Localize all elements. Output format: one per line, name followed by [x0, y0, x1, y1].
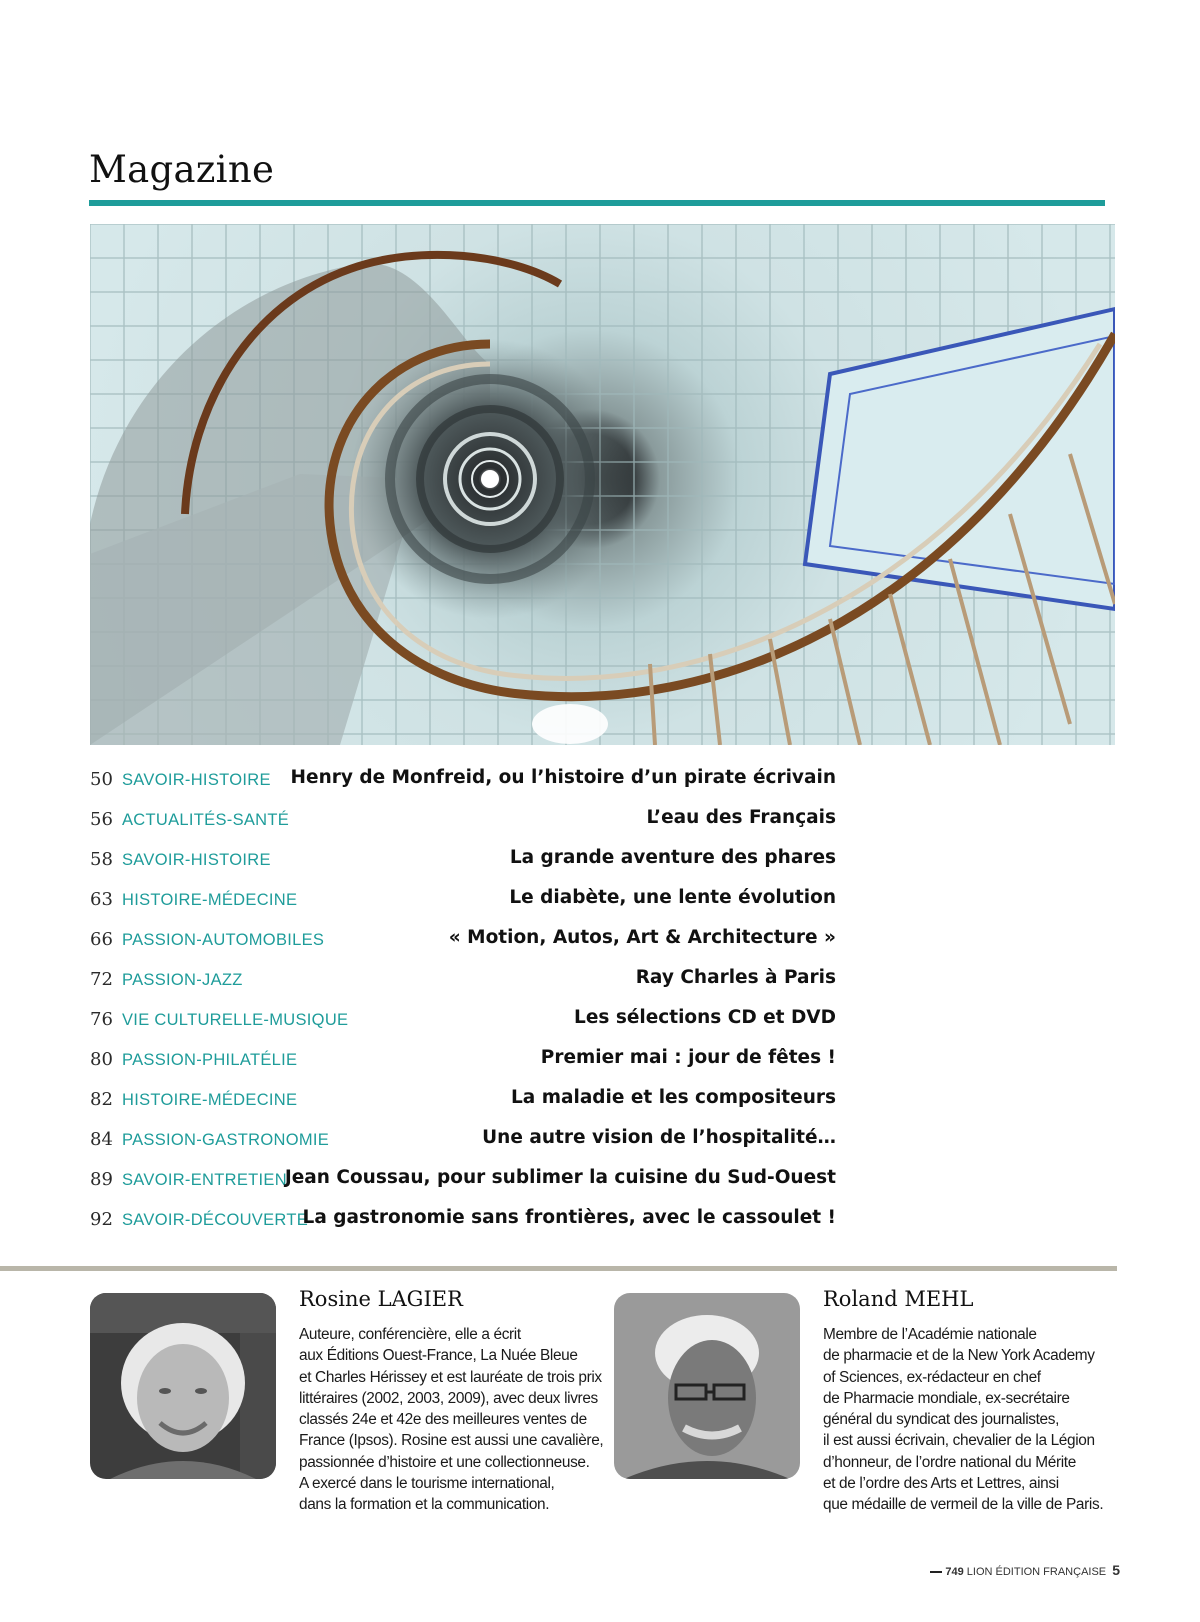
hero-photo-spiral-staircase: [90, 224, 1115, 745]
toc-entry[interactable]: [90, 1166, 836, 1206]
toc-article-title: Une autre vision de l’hospitalité…: [482, 1127, 836, 1148]
bio-line: d’honneur, de l’ordre national du Mérite: [823, 1453, 1076, 1471]
title-underline: [89, 200, 1105, 206]
toc-page-number: 58: [90, 849, 113, 870]
toc-category: SAVOIR-HISTOIRE: [122, 851, 271, 869]
toc-category: PASSION-JAZZ: [122, 971, 243, 989]
toc-entry[interactable]: [90, 966, 836, 1006]
publication-name: LION ÉDITION FRANÇAISE: [966, 1566, 1107, 1578]
toc-category: PASSION-GASTRONOMIE: [122, 1131, 330, 1149]
toc-article-title: La maladie et les compositeurs: [511, 1087, 836, 1108]
issue-number: 749: [945, 1566, 964, 1578]
toc-article-title: Les sélections CD et DVD: [574, 1007, 836, 1028]
section-title: Magazine: [89, 148, 275, 191]
toc-article-title: La gastronomie sans frontières, avec le cassoulet !: [302, 1207, 836, 1228]
toc-page-number: 82: [90, 1089, 113, 1110]
bio-line: que médaille de vermeil de la ville de Paris.: [823, 1496, 1104, 1514]
toc-category: VIE CULTURELLE-MUSIQUE: [122, 1011, 349, 1029]
toc-page-number: 92: [90, 1209, 113, 1230]
author-name: Rosine LAGIER: [299, 1287, 463, 1311]
author-photo: [614, 1293, 800, 1479]
bio-line: littéraires (2002, 2003, 2009), avec deux livres: [299, 1389, 598, 1407]
bio-line: de Pharmacie mondiale, ex-secrétaire: [823, 1389, 1070, 1407]
toc-page-number: 89: [90, 1169, 113, 1190]
toc-entry[interactable]: [90, 846, 836, 886]
toc-category: ACTUALITÉS-SANTÉ: [122, 811, 290, 829]
toc-entry[interactable]: [90, 886, 836, 926]
toc-entry[interactable]: [90, 1086, 836, 1126]
toc-page-number: 50: [90, 769, 113, 790]
author-photo: [90, 1293, 276, 1479]
toc-entry[interactable]: [90, 1006, 836, 1046]
bio-line: général du syndicat des journalistes,: [823, 1411, 1060, 1429]
author-name: Roland MEHL: [823, 1287, 974, 1311]
author-bio: [299, 1324, 604, 1516]
toc-article-title: L’eau des Français: [646, 807, 836, 828]
bio-line: et Charles Hérissey et est lauréate de trois prix: [299, 1368, 602, 1386]
table-of-contents: [90, 766, 836, 1246]
toc-page-number: 76: [90, 1009, 113, 1030]
toc-page-number: 80: [90, 1049, 113, 1070]
bio-line: de pharmacie et de la New York Academy: [823, 1347, 1095, 1365]
toc-article-title: « Motion, Autos, Art & Architecture »: [448, 927, 836, 948]
bio-line: of Sciences, ex-rédacteur en chef: [823, 1368, 1041, 1386]
bio-line: A exercé dans le tourisme international,: [299, 1475, 555, 1493]
section-divider: [0, 1266, 1117, 1271]
toc-entry[interactable]: [90, 1206, 836, 1246]
toc-article-title: Ray Charles à Paris: [635, 967, 836, 988]
toc-page-number: 56: [90, 809, 113, 830]
toc-page-number: 66: [90, 929, 113, 950]
footer-dash: [930, 1571, 942, 1573]
toc-entry[interactable]: [90, 1126, 836, 1166]
page-footer: [930, 1562, 1120, 1578]
toc-entry[interactable]: [90, 766, 836, 806]
toc-page-number: 84: [90, 1129, 113, 1150]
bio-line: France (Ipsos). Rosine est aussi une cavalière,: [299, 1432, 604, 1450]
toc-article-title: Henry de Monfreid, ou l’histoire d’un pirate écrivain: [290, 767, 836, 788]
bio-line: il est aussi écrivain, chevalier de la Légion: [823, 1432, 1095, 1450]
toc-category: HISTOIRE-MÉDECINE: [122, 1091, 298, 1109]
toc-category: SAVOIR-ENTRETIEN: [122, 1171, 287, 1189]
toc-article-title: La grande aventure des phares: [509, 847, 836, 868]
toc-category: PASSION-PHILATÉLIE: [122, 1051, 298, 1069]
bio-line: passionnée d’histoire et une collectionneuse.: [299, 1453, 590, 1471]
toc-entry[interactable]: [90, 1046, 836, 1086]
page-number: 5: [1112, 1562, 1120, 1578]
bio-line: aux Éditions Ouest-France, La Nuée Bleue: [299, 1347, 578, 1365]
bio-line: classés 24e et 42e des meilleures ventes de: [299, 1411, 587, 1429]
toc-category: SAVOIR-HISTOIRE: [122, 771, 271, 789]
bio-line: Membre de l’Académie nationale: [823, 1326, 1037, 1343]
toc-page-number: 72: [90, 969, 113, 990]
toc-article-title: Jean Coussau, pour sublimer la cuisine du Sud-Ouest: [284, 1167, 836, 1188]
bio-line: et de l’ordre des Arts et Lettres, ainsi: [823, 1475, 1059, 1493]
bio-line: dans la formation et la communication.: [299, 1496, 550, 1514]
toc-entry[interactable]: [90, 806, 836, 846]
toc-entry[interactable]: [90, 926, 836, 966]
author-bio: [823, 1324, 1113, 1516]
toc-article-title: Premier mai : jour de fêtes !: [540, 1047, 836, 1068]
toc-category: SAVOIR-DÉCOUVERTE: [122, 1211, 309, 1229]
toc-page-number: 63: [90, 889, 113, 910]
toc-category: PASSION-AUTOMOBILES: [122, 931, 325, 949]
toc-article-title: Le diabète, une lente évolution: [509, 887, 836, 908]
toc-category: HISTOIRE-MÉDECINE: [122, 891, 298, 909]
bio-line: Auteure, conférencière, elle a écrit: [299, 1326, 521, 1343]
